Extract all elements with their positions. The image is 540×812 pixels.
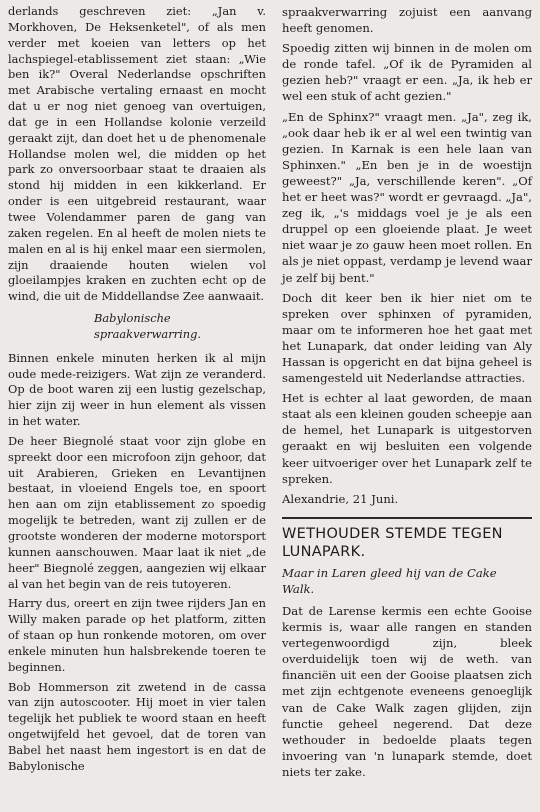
paragraph: spraakverwarring zojuist een aanvang heeft genomen.: [282, 5, 532, 36]
paragraph: De heer Biegnolé staat voor zijn globe en spreekt door een microfoon zijn gehoor, dat uit Arabieren, Grieken en Levantijnen bestaat, in vloeiend Engels toe, en spoort hen aan om zijn etablissement zo spoedig mogelijk te betreden, want zij zullen er de grootste wonderen der moderne motorsport kunnen aanschouwen. Maar laat ik niet „de heer" Biegnolé zeggen, aangezien wij elkaar al van het begin van de reis tutoyeren.: [8, 433, 266, 591]
paragraph: Het is echter al laat geworden, de maan staat als een kleinen gouden scheepje aan de hemel, het Lunapark is uitgestorven geraakt en wij besluiten een volgende keer uitvoeriger over het Lunapark zelf te spreken.: [282, 391, 532, 486]
paragraph: Spoedig zitten wij binnen in de molen om de ronde tafel. „Of ik de Pyramiden al gezien heb?" vraagt er een. „Ja, ik heb er wel een stuk of acht gezien.": [282, 41, 532, 104]
paragraph: Binnen enkele minuten herken ik al mijn oude mede-reizigers. Wat zijn ze veranderd. Op de boot waren zij een lustig gezelschap, hier zijn zij weer in hun element als vissen in het water.: [8, 350, 266, 429]
paragraph: Doch dit keer ben ik hier niet om te spreken over sphinxen of pyramiden, maar om te informeren hoe het gaat met het Lunapark, dat onder leiding van Aly Hassan is opgericht en dat bijna geheel is samengesteld uit Nederlandse attracties.: [282, 290, 532, 386]
article-divider: [282, 517, 532, 519]
dateline: Alexandrie, 21 Juni.: [282, 491, 399, 506]
paragraph: Dat de Larense kermis een echte Gooise kermis is, waar alle rangen en standen vertegenwoordigd zijn, bleek overduidelijk toen wij de weth. van financiën uit een der Gooise plaatsen zich met zijn echtgenote eveneens genoeglijk van de Cake Walk zagen glijden, zijn functie geheel negerend. Dat deze wethouder in bedoelde plaats tegen invoering van 'n lunapark stemde, doet niets ter zake.: [282, 604, 532, 779]
subheading: Babylonische spraakverwarring.: [94, 311, 202, 341]
paragraph: derlands geschreven ziet: „Jan v. Morkhoven, De Heksenketel", of als men verder met koeien van letters op het lachspiegel-etablissement ziet staan: „Wie ben ik?" Overal Nederlandse opschriften met Arabische vertaling ernaast en mocht dat u er nog niet genoeg van overtuigen, dat ge in een Hollandse kolonie verzeild geraakt zijt, dan doet het u de phenomenale Hollandse molen wel, die midden op het park zo onversoorbaar staat te draaien als stond hij midden in een kikkerland. Er onder is een uitgebreid restaurant, waar twee Volendammer paren de gang van zaken regelen. En al heeft de molen niets te malen en al is hij enkel maar een siermolen, zijn draaiende houten wielen vol gloeilampjes kraken en zuchten echt op de wind, die uit de Middellandse Zee aanwaait.: [8, 4, 266, 304]
right-column: [282, 4, 532, 784]
article-headline: WETHOUDER STEMDE TEGEN LUNAPARK.: [282, 525, 503, 560]
paragraph: Bob Hommerson zit zwetend in de cassa van zijn autoscooter. Hij moet in vier talen tegelijk het publiek te woord staan en heeft ongetwijfeld het gevoel, dat de toren van Babel het naast hem ingestort is en dat de Babylonische: [8, 679, 266, 773]
left-column: [8, 4, 266, 779]
paragraph: „En de Sphinx?" vraagt men. „Ja", zeg ik, „ook daar heb ik er al wel een twintig van gezien. In Karnak is een hele laan van Sphinxen." „En ben je in de woestijn geweest?" „Ja, verschillende keren". „Of het er heet was?" wordt er gevraagd. „Ja", zeg ik, „'s middags voel je je als een druppel op een gloeiende plaat. Je weet niet waar je zo gauw heen moet rollen. En als je niet oppast, verdamp je levend waar je zelf bij bent.": [282, 109, 532, 285]
paragraph: Harry dus, oreert en zijn twee rijders Jan en Willy maken parade op het platform, zitten of staan op hun ronkende motoren, om over enkele minuten hun halsbrekende toeren te beginnen.: [8, 596, 266, 674]
article-deck: Maar in Laren gleed hij van de Cake Walk.: [282, 565, 497, 596]
